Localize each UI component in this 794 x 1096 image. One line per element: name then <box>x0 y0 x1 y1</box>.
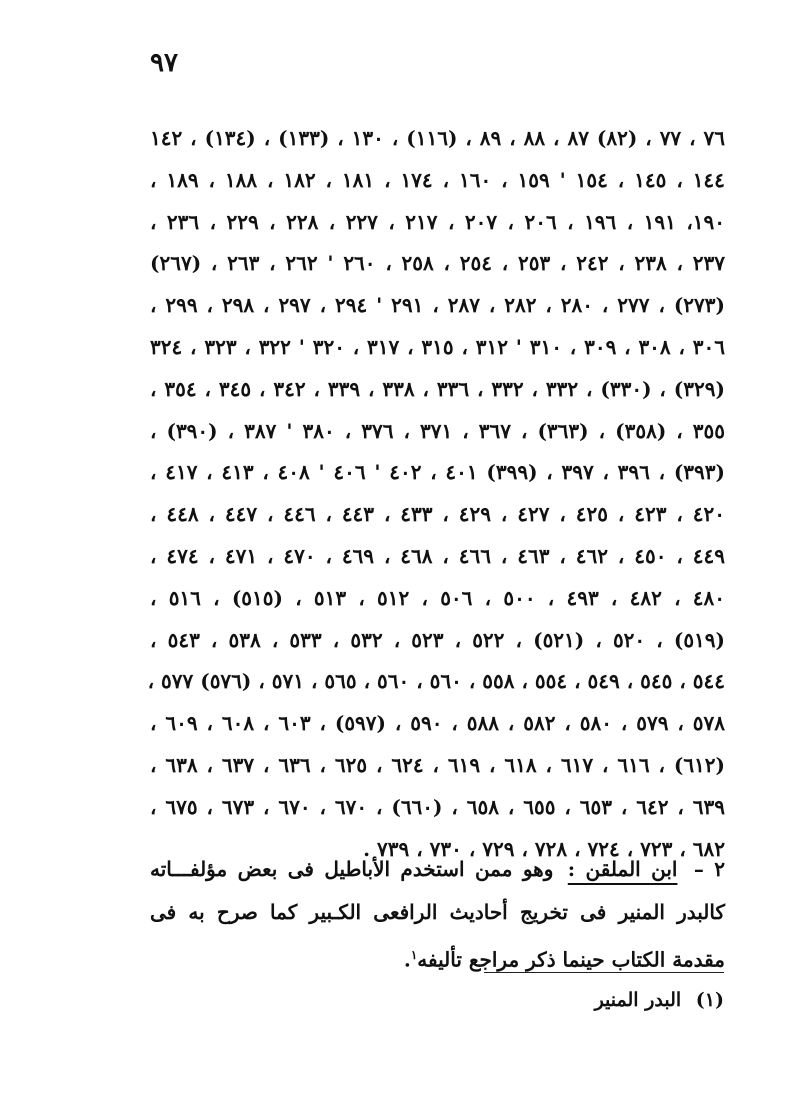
index-line: (٣٢٩) ، (٣٣٠) ، ٣٣٢ ، ٣٣٢ ، ٣٣٦ ، ٣٣٨ ، ٣٣٩ ، ٣٤٢ ، ٣٤٥ ، ٣٥٤ ، <box>150 376 725 401</box>
index-line: ٤٤٩ ، ٤٥٠ ، ٤٦٢ ، ٤٦٣ ، ٤٦٦ ، ٤٦٨ ، ٤٦٩ ، ٤٧٠ ، ٤٧١ ، ٤٧٤ ، <box>150 543 725 568</box>
index-line: ٢٣٧ ، ٢٣٨ ، ٢٤٢ ، ٢٥٣ ، ٢٥٤ ، ٢٥٨ ، ٢٦٠ ' ٢٦٢ ، ٢٦٣ ، (٢٦٧) <box>150 251 725 276</box>
entry-text: وهو ممن استخدم الأباطيل فى بعض مؤلفـــاته كالبدر المنير فى تخريج أحاديث الرافعى الكـبير كما صرح به فى مقدمة الكتاب حينما ذكر مراجع تأليفه <box>150 857 725 972</box>
index-line: ٧٦ ، ٧٧ ، (٨٢) ٨٧ ، ٨٨ ، ٨٩ ، (١١٦) ، ١٣٠ ، (١٣٣) ، (١٣٤) ، ١٤٢ <box>150 126 726 150</box>
index-line: ٣٠٦ ، ٣٠٨ ، ٣٠٩ ، ٣١٠ ' ٣١٢ ، ٣١٥ ، ٣١٧ ، ٣٢٠ ' ٣٢٢ ، ٣٢٣ ، ٣٢٤ <box>150 334 726 359</box>
entry-end: . <box>403 947 411 972</box>
entry-number: ٢ – <box>693 857 725 881</box>
footnote-mark: (١) <box>695 989 724 1011</box>
index-line: ٥٧٨ ، ٥٧٩ ، ٥٨٠ ، ٥٨٢ ، ٥٨٨ ، ٥٩٠ ، (٥٩٧) ، ٦٠٣ ، ٦٠٨ ، ٦٠٩ ، <box>150 711 725 736</box>
index-line: (٢٧٣) ، ٢٧٧ ، ٢٨٠ ، ٢٨٢ ، ٢٨٧ ، ٢٩١ ' ٢٩٤ ، ٢٩٧ ، ٢٩٨ ، ٢٩٩ ، <box>150 293 725 318</box>
index-line: ١٩٠، ١٩١ ، ١٩٦ ، ٢٠٦ ، ٢٠٧ ، ٢١٧ ، ٢٢٧ ، ٢٢٨ ، ٢٢٩ ، ٢٣٦ ، <box>150 209 726 234</box>
entry-name: ابن الملقن : <box>567 857 678 881</box>
index-line: (٣٩٣) ، ٣٩٦ ، ٣٩٧ ، (٣٩٩) ٤٠١ ، ٤٠٢ ' ٤٠٦ ' ٤٠٨ ، ٤١٣ ، ٤١٧ ، <box>150 460 725 485</box>
index-line: ٥٤٤ ، ٥٤٥ ، ٥٤٩ ، ٥٥٤ ، ٥٥٨ ، ٥٦٠ ، ٥٦٠ ، ٥٦٥ ، ٥٧١ ، (٥٧٦) ٥٧٧ ، <box>147 669 725 694</box>
index-line: ٦٨٢ ، ٧٢٣ ، ٧٢٤ ، ٧٢٨ ، ٧٢٩ ، ٧٣٠ ، ٧٣٩ . <box>363 836 725 861</box>
index-line: ٤٨٠ ، ٤٨٢ ، ٤٩٣ ، ٥٠٠ ، ٥٠٦ ، ٥١٢ ، ٥١٣ ، (٥١٥) ، ٥١٦ ، <box>150 585 725 610</box>
page-index-list <box>147 118 726 870</box>
page-number: ٩٧ <box>150 48 178 78</box>
index-line: ٤٢٠ ، ٤٢٣ ، ٤٢٥ ، ٤٢٧ ، ٤٢٩ ، ٤٣٣ ، ٤٤٣ ، ٤٤٦ ، ٤٤٧ ، ٤٤٨ ، <box>150 502 725 527</box>
index-line: ١٤٤ ، ١٤٥ ، ١٥٤ ' ١٥٩ ، ١٦٠ ، ١٧٤ ، ١٨١ ، ١٨٢ ، ١٨٨ ، ١٨٩ ، <box>150 167 725 192</box>
index-line: (٥١٩) ، ٥٢٠ ، (٥٢١) ، ٥٢٢ ، ٥٢٣ ، ٥٣٢ ، ٥٣٣ ، ٥٣٨ ، ٥٤٣ ، <box>150 627 726 652</box>
index-line: ٦٣٩ ، ٦٤٢ ، ٦٥٣ ، ٦٥٥ ، ٦٥٨ ، (٦٦٠) ، ٦٧٠ ، ٦٧٠ ، ٦٧٣ ، ٦٧٥ ، <box>150 794 725 819</box>
footnote-text: البدر المنير <box>594 989 682 1011</box>
footnote-divider <box>484 972 724 973</box>
footnote <box>484 980 724 1020</box>
index-line: ٣٥٥ ، (٣٥٨) ، (٣٦٣) ، ٣٦٧ ، ٣٧١ ، ٣٧٦ ، ٣٨٠ ' ٣٨٧ ، (٣٩٠) ، <box>150 418 725 443</box>
index-line: (٦١٢) ، ٦١٦ ، ٦١٧ ، ٦١٨ ، ٦١٩ ، ٦٢٤ ، ٦٢٥ ، ٦٣٦ ، ٦٣٧ ، ٦٣٨ ، <box>150 752 726 777</box>
entry-paragraph <box>150 848 725 982</box>
footnote-reference: ١ <box>410 948 418 962</box>
